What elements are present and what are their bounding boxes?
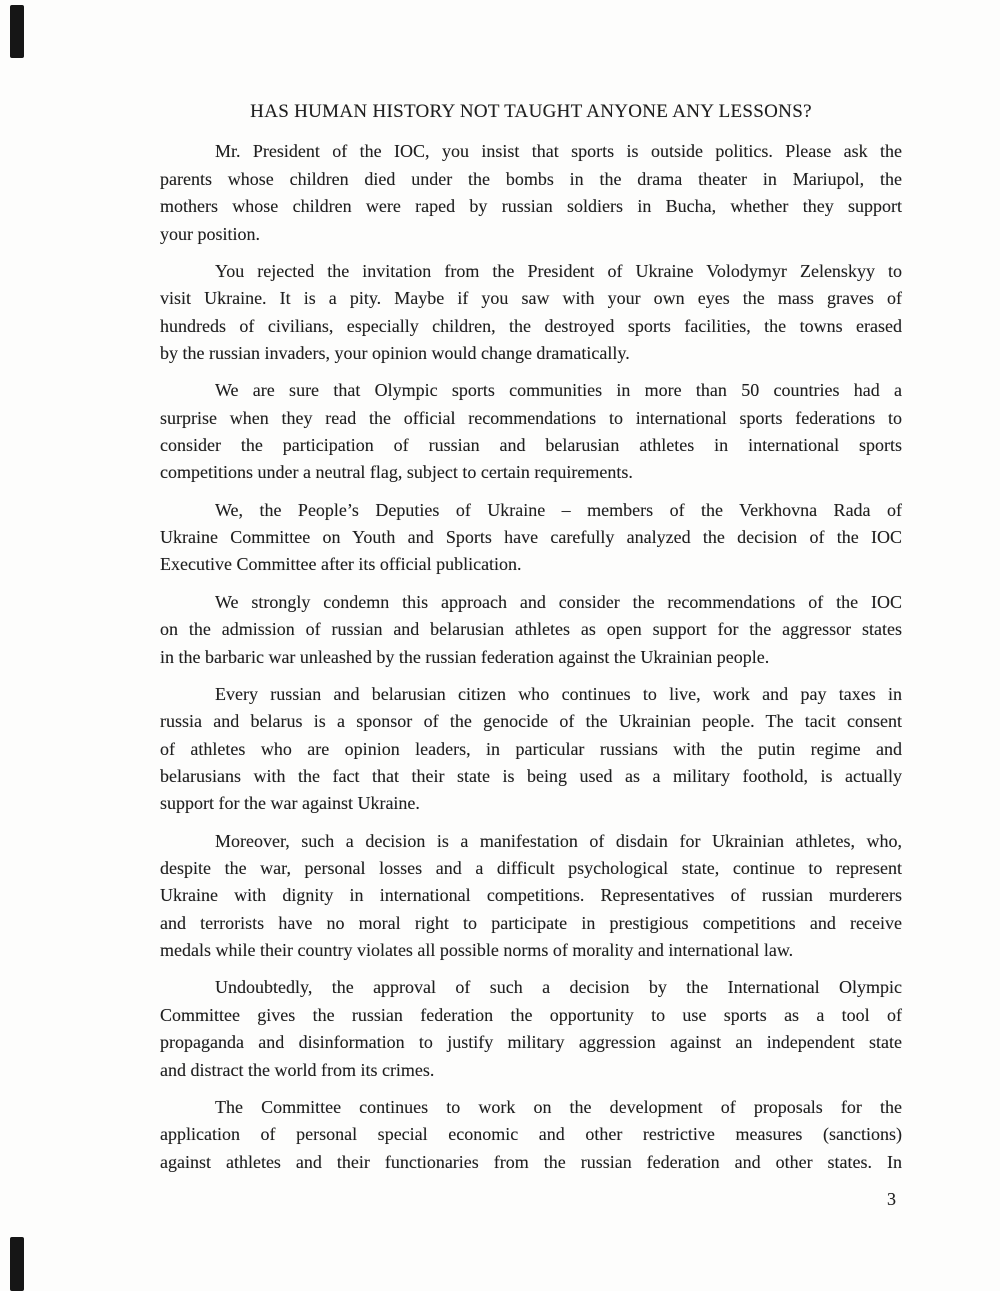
paragraph: [160, 258, 902, 368]
text-line: propaganda and disinformation to justify military aggression against an independent state: [160, 1032, 902, 1053]
paragraph: [160, 497, 902, 579]
text-line: You rejected the invitation from the President of Ukraine Volodymyr Zelenskyy to: [215, 260, 902, 281]
text-line: We strongly condemn this approach and consider the recommendations of the IOC: [215, 591, 902, 612]
document-content: [160, 0, 902, 1213]
text-line: hundreds of civilians, especially children, the destroyed sports facilities, the towns erased: [160, 315, 902, 336]
text-line: Committee gives the russian federation the opportunity to use sports as a tool of: [160, 1004, 902, 1025]
text-line: mothers whose children were raped by russian soldiers in Bucha, whether they support: [160, 196, 902, 217]
text-line: We are sure that Olympic sports communities in more than 50 countries had a: [215, 380, 902, 401]
text-line: Moreover, such a decision is a manifestation of disdain for Ukrainian athletes, who,: [215, 830, 902, 851]
paragraph: [160, 138, 902, 248]
text-line: in the barbaric war unleashed by the russian federation against the Ukrainian people.: [160, 646, 770, 667]
text-line: parents whose children died under the bombs in the drama theater in Mariupol, the: [160, 168, 902, 189]
text-line: your position.: [160, 223, 261, 244]
scan-artifact-bottom: [10, 1237, 24, 1291]
text-line: on the admission of russian and belarusian athletes as open support for the aggressor states: [160, 619, 902, 640]
page-number: 3: [887, 1188, 896, 1209]
text-line: visit Ukraine. It is a pity. Maybe if you saw with your own eyes the mass graves of: [160, 288, 902, 309]
text-line: and terrorists have no moral right to participate in prestigious competitions and receive: [160, 912, 902, 933]
text-line: by the russian invaders, your opinion would change dramatically.: [160, 343, 630, 364]
text-line: medals while their country violates all possible norms of morality and international law.: [160, 940, 794, 961]
text-line: Every russian and belarusian citizen who continues to live, work and pay taxes in: [215, 683, 902, 704]
text-line: belarusians with the fact that their state is being used as a military foothold, is actually: [160, 765, 902, 786]
text-line: and distract the world from its crimes.: [160, 1059, 435, 1080]
paragraph: [160, 377, 902, 487]
text-line: Undoubtedly, the approval of such a decision by the International Olympic: [215, 977, 902, 998]
text-line: Ukraine Committee on Youth and Sports have carefully analyzed the decision of the IOC: [160, 527, 902, 548]
text-line: We, the People’s Deputies of Ukraine – members of the Verkhovna Rada of: [215, 499, 902, 520]
text-line: of athletes who are opinion leaders, in particular russians with the putin regime and: [160, 738, 902, 759]
text-line: despite the war, personal losses and a difficult psychological state, continue to represent: [160, 857, 902, 878]
document-body: [160, 138, 902, 1176]
paragraph: [160, 1094, 902, 1176]
scan-artifact-top: [10, 5, 24, 58]
text-line: support for the war against Ukraine.: [160, 793, 420, 814]
text-line: against athletes and their functionaries from the russian federation and other states. In: [160, 1151, 902, 1172]
text-line: surprise when they read the official recommendations to international sports federations to: [160, 407, 902, 428]
text-line: Executive Committee after its official publication.: [160, 554, 522, 575]
text-line: russia and belarus is a sponsor of the genocide of the Ukrainian people. The tacit consent: [160, 711, 902, 732]
text-line: application of personal special economic and other restrictive measures (sanctions): [160, 1124, 902, 1145]
text-line: Mr. President of the IOC, you insist that sports is outside politics. Please ask the: [215, 141, 902, 162]
text-line: consider the participation of russian and belarusian athletes in international sports: [160, 435, 902, 456]
text-line: competitions under a neutral flag, subject to certain requirements.: [160, 462, 633, 483]
paragraph: [160, 828, 902, 965]
text-line: The Committee continues to work on the development of proposals for the: [215, 1096, 902, 1117]
paragraph: [160, 681, 902, 818]
text-line: Ukraine with dignity in international competitions. Representatives of russian murderers: [160, 885, 902, 906]
paragraph: [160, 974, 902, 1084]
page-title: HAS HUMAN HISTORY NOT TAUGHT ANYONE ANY LESSONS?: [250, 101, 812, 122]
paragraph: [160, 589, 902, 671]
